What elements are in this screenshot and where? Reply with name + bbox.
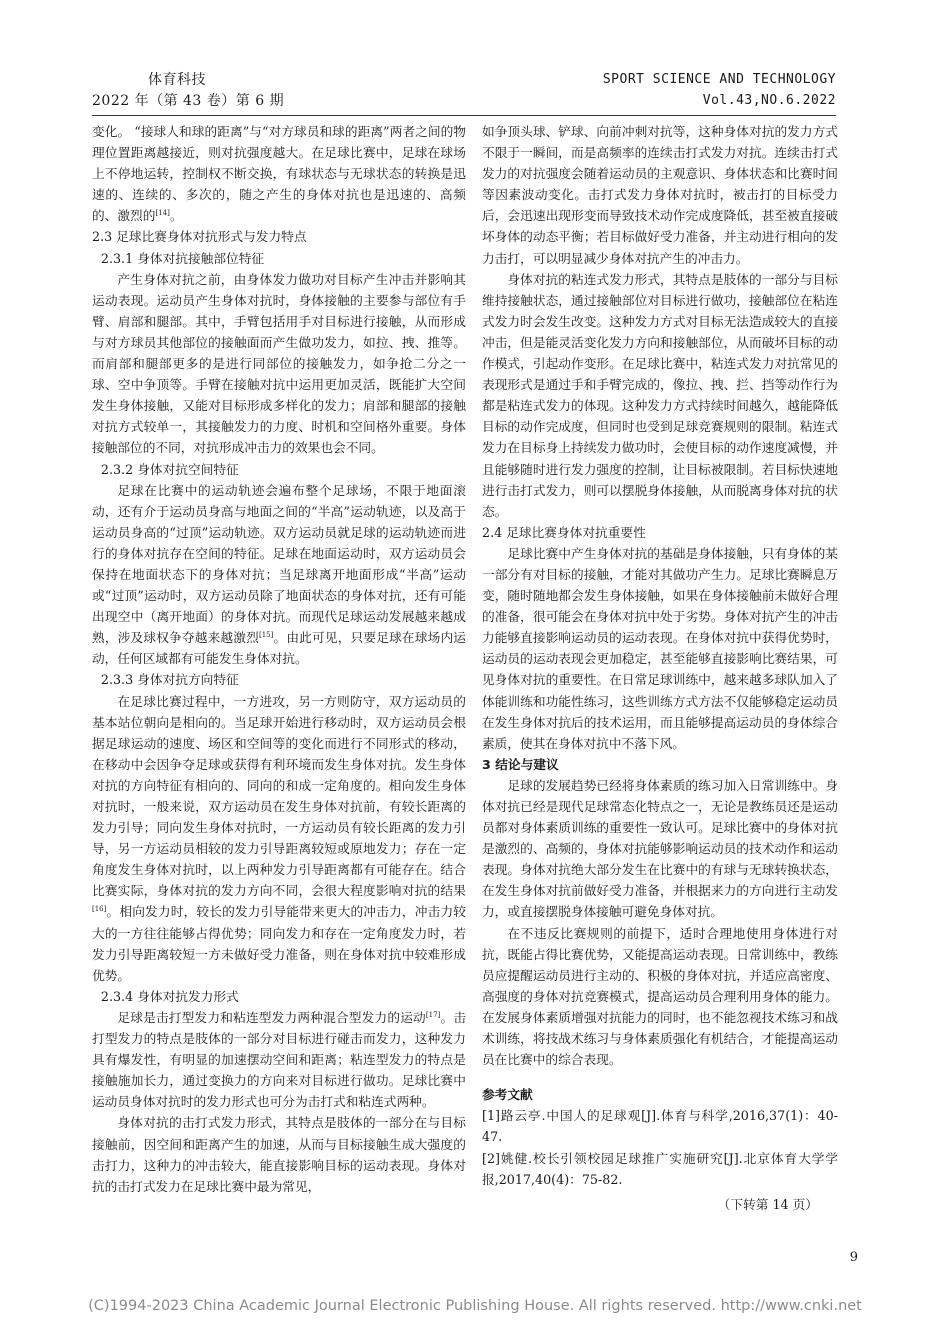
subsection-heading-2-3-3: 2.3.3 身体对抗方向特征	[100, 672, 239, 688]
citation: [14]	[155, 209, 170, 218]
right-column	[482, 121, 838, 1215]
reference-item: [2]姚健.校长引领校园足球推广实施研究[J].北京体育大学学报,2017,40(4)：75-82.	[482, 1150, 838, 1187]
issue-info-cn: 2022 年（第 43 卷）第 6 期	[92, 93, 285, 109]
header-rule	[92, 115, 836, 116]
paragraph: 足球的发展趋势已经将身体素质的练习加入日常训练中。身体对抗已经是现代足球常态化特点之一，无论是教练员还是运动员都对身体素质训练的重要性一致认可。足球比赛中的身体对抗是激烈的、高频的，身体对抗能够影响运动员的技术动作和运动表现。身体对抗绝大部分发生在比赛中的有球与无球转换状态，在发生身体对抗前做好受力准备，并根据来力的方向进行主动发力，或直接摆脱身体接触可避免身体对抗。	[482, 777, 838, 920]
citation: [16]	[92, 905, 107, 914]
paragraph: 足球在比赛中的运动轨迹会遍布整个足球场，不限于地面滚动，还有介于运动员身高与地面之间的“半高”运动轨迹，以及高于运动员身高的“过顶”运动轨迹。双方运动员就足球的运动轨迹而进行的身体对抗存在空间的特征。足球在地面运动时，双方运动员会保持在地面状态下的身体对抗；当足球离开地面形成“半高”运动或“过顶”运动时，双方运动员除了地面状态的身体对抗，还有可能出现空中（离开地面）的身体对抗。而现代足球运动发展越来越成熟，涉及球权争夺越来越激烈[15]。由此可见，只要足球在球场内运动，任何区域都有可能发生身体对抗。	[92, 482, 466, 667]
section-heading-2-4: 2.4 足球比赛身体对抗重要性	[482, 524, 646, 540]
journal-name-cn: 体育科技	[148, 72, 206, 88]
page-number: 9	[849, 1250, 858, 1265]
continued-note: （下转第 14 页）	[717, 1196, 818, 1212]
reference-item: [1]路云亭.中国人的足球观[J].体育与科学,2016,37(1)：40-47.	[482, 1108, 838, 1145]
copyright-footer: (C)1994-2023 China Academic Journal Electronic Publishing House. All rights reserved. http://www.cnki.net	[88, 1298, 862, 1314]
citation: [15]	[258, 631, 274, 640]
citation: [17]	[425, 1010, 441, 1019]
subsection-heading-2-3-4: 2.3.4 身体对抗发力形式	[100, 988, 239, 1004]
paragraph: 足球比赛中产生身体对抗的基础是身体接触，只有身体的某一部分有对目标的接触，才能对其做功产生力。足球比赛瞬息万变，随时随地都会发生身体接触，如果在身体接触前未做好合理的准备，很可能会在身体对抗中处于劣势。身体对抗产生的冲击力能够直接影响运动员的运动表现。在身体对抗中获得优势时，运动员的运动表现会更加稳定，甚至能够直接影响比赛结果，可见身体对抗的重要性。在日常足球训练中，越来越多球队加入了体能训练和功能性练习，这些训练方式方法不仅能够稳定运动员在发生身体对抗后的技术运用，而且能够提高运动员的身体综合素质，使其在身体对抗中不落下风。	[482, 545, 838, 751]
paragraph: 在足球比赛过程中，一方进攻，另一方则防守，双方运动员的基本站位朝向是相向的。当足球开始进行移动时，双方运动员会根据足球运动的速度、场区和空间等的变化而进行不同形式的移动，在移动中会因争夺足球或获得有利环境而发生身体对抗。发生身体对抗的方向特征有相向的、同向的和成一定角度的。相向发生身体对抗时，一般来说，双方运动员在发生身体对抗前，有较长距离的发力引导；同向发生身体对抗时，一方运动员有较长距离的发力引导，另一方运动员相较的发力引导距离较短或原地发力；存在一定角度发生身体对抗时，以上两种发力引导距离都有可能存在。结合比赛实际，身体对抗的发力方向不同，会很大程度影响对抗的结果[16]。相向发力时，较长的发力引导能带来更大的冲击力，冲击力较大的一方往往能够占得优势；同向发力和存在一定角度发力时，若发力引导距离较短一方未做好受力准备，则在身体对抗中较难形成优势。	[92, 693, 466, 983]
subsection-heading-2-3-2: 2.3.2 身体对抗空间特征	[100, 461, 239, 477]
issue-info-en: Vol.43,NO.6.2022	[702, 93, 836, 108]
paragraph: 在不违反比赛规则的前提下，适时合理地使用身体进行对抗，既能占得比赛优势，又能提高运动表现。日常训练中，教练员应提醒运动员进行主动的、积极的身体对抗，并适应高密度、高强度的身体对抗竞赛模式，提高运动员合理利用身体的能力。在发展身体素质增强对抗能力的同时，也不能忽视技术练习和战术训练，将技战术练习与身体素质强化有机结合，才能提高运动员在比赛中的综合表现。	[482, 925, 838, 1068]
paragraph: 身体对抗的粘连式发力形式，其特点是肢体的一部分与目标维持接触状态，通过接触部位对目标进行做功，接触部位在粘连式发力时会发生改变。这种发力方式对目标无法造成较大的直接冲击，但是能灵活变化发力方向和接触部位，从而破坏目标的动作模式，引起动作变形。在足球比赛中，粘连式发力对抗常见的表现形式是通过手和手臂完成的，像拉、拽、拦、挡等动作行为都是粘连式发力的体现。这种发力方式持续时间越久，越能降低目标的动作完成度，但同时也受到足球竞赛规则的限制。粘连式发力在目标身上持续发力做功时，会使目标的动作速度减慢，并且能够随时进行发力强度的控制，让目标被限制。若目标快速地进行击打式发力，则可以摆脱身体接触，从而脱离身体对抗的状态。	[482, 271, 838, 519]
paragraph: 身体对抗的击打式发力形式，其特点是肢体的一部分在与目标接触前，因空间和距离产生的加速，从而与目标接触生成大强度的击打力，这种力的冲击较大，能直接影响目标的运动表现。身体对抗的击打式发力在足球比赛中最为常见，	[92, 1115, 466, 1194]
paragraph: 产生身体对抗之前，由身体发力做功对目标产生冲击并影响其运动表现。运动员产生身体对抗时，身体接触的主要参与部位有手臂、肩部和腿部。其中，手臂包括用手对目标进行接触，从而形成与对方球员其他部位的接触面而产生做功发力，如拉、拽、推等。而肩部和腿部更多的是进行同部位的接触发力，如争抢二分之一球、空中争顶等。手臂在接触对抗中运用更加灵活，既能扩大空间发生身体接触，又能对目标形成多样化的发力；肩部和腿部的接触对抗方式较单一，其接触发力的力度、时机和空间格外重要。身体接触部位的不同，对抗形成冲击力的效果也会不同。	[92, 271, 466, 456]
section-heading-2-3: 2.3 足球比赛身体对抗形式与发力特点	[92, 229, 307, 245]
section-heading-3: 3 结论与建议	[482, 756, 559, 772]
paragraph: 变化。 “接球人和球的距离”与“对方球员和球的距离”两者之间的物理位置距离越接近，则对抗强度越大。在足球比赛中，足球在球场上不停地运转，控制权不断交换，有球状态与无球状态的转换是迅速的、连续的、多次的，随之产生的身体对抗也是迅速的、高频的、激烈的[14]。	[92, 124, 466, 224]
paragraph: 足球是击打型发力和粘连型发力两种混合型发力的运动[17]。击打型发力的特点是肢体的一部分对目标进行碰击而发力，这种发力具有爆发性，有明显的加速摆动空间和距离；粘连型发力的特点是接触施加长力，通过变换力的方向来对目标进行做功。足球比赛中运动员身体对抗时的发力形式也可分为击打式和粘连式两种。	[92, 1009, 467, 1110]
left-column	[92, 121, 466, 1197]
subsection-heading-2-3-1: 2.3.1 身体对抗接触部位特征	[100, 250, 265, 266]
journal-name-en: SPORT SCIENCE AND TECHNOLOGY	[602, 72, 836, 87]
references-heading: 参考文献	[482, 1087, 533, 1103]
paragraph: 如争顶头球、铲球、向前冲刺对抗等，这种身体对抗的发力方式不限于一瞬间，而是高频率的连续击打式发力对抗。连续击打式发力的对抗强度会随着运动员的主观意识、身体状态和比赛时间等因素波动变化。击打式发力身体对抗时，被击打的目标受力后，会迅速出现形变而导致技术动作完成度降低，甚至被直接破坏身体的动态平衡；若目标做好受力准备，并主动进行相向的发力击打，可以明显减少身体对抗产生的冲击力。	[482, 124, 838, 266]
